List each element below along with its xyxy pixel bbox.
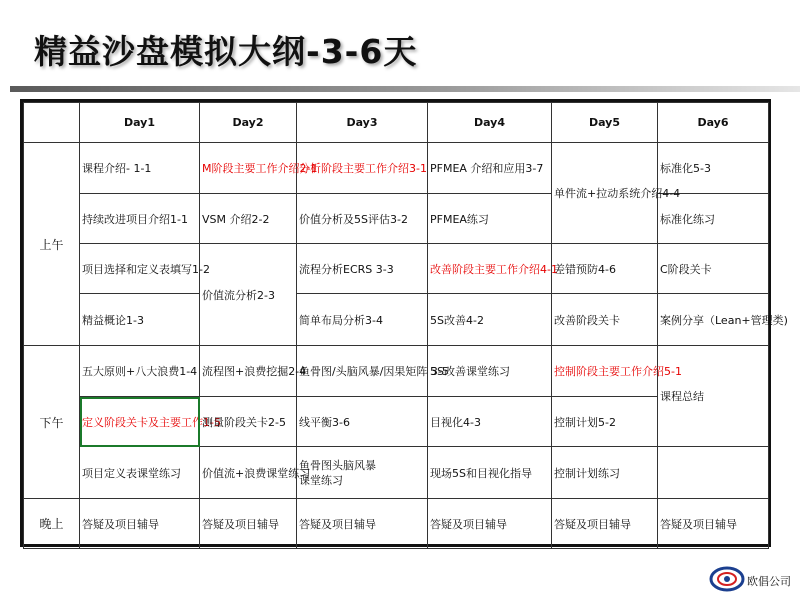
- table-row: [24, 499, 769, 549]
- table-row: [24, 194, 769, 244]
- table-cell[interactable]: 五大原则+八大浪费1-4: [80, 346, 200, 397]
- header-day3: Day3: [297, 103, 428, 143]
- table-cell[interactable]: 答疑及项目辅导: [200, 499, 297, 549]
- table-cell-two-line[interactable]: [297, 447, 428, 499]
- header-day2: Day2: [200, 103, 297, 143]
- period-afternoon-cell: 下午: [24, 346, 80, 499]
- table-cell[interactable]: PFMEA练习: [428, 194, 552, 244]
- table-cell[interactable]: 目视化4-3: [428, 397, 552, 447]
- company-name: 欧倡公司: [747, 575, 791, 588]
- header-day4: Day4: [428, 103, 552, 143]
- table-cell-empty[interactable]: [658, 447, 769, 499]
- table-cell-highlight[interactable]: 分析阶段主要工作介绍3-1: [297, 143, 428, 194]
- table-cell[interactable]: 项目定义表课堂练习: [80, 447, 200, 499]
- table-cell[interactable]: 精益概论1-3: [80, 294, 200, 346]
- table-cell-highlight[interactable]: M阶段主要工作介绍2-1: [200, 143, 297, 194]
- schedule-table: [23, 102, 788, 549]
- slide-title: 精益沙盘模拟大纲-3-6天: [34, 32, 418, 71]
- header-corner-cell: [24, 103, 80, 143]
- table-cell[interactable]: 控制计划练习: [552, 447, 658, 499]
- table-cell[interactable]: VSM 介绍2-2: [200, 194, 297, 244]
- table-cell-merged[interactable]: 单件流+拉动系统介绍4-4: [552, 143, 658, 244]
- table-cell-merged[interactable]: 课程总结: [658, 346, 769, 447]
- table-cell[interactable]: 答疑及项目辅导: [658, 499, 769, 549]
- table-cell[interactable]: 答疑及项目辅导: [428, 499, 552, 549]
- cell-line: 课堂练习: [299, 473, 343, 487]
- table-cell[interactable]: 课程介绍- 1-1: [80, 143, 200, 194]
- title-divider-bar: [10, 86, 800, 92]
- table-row: [24, 244, 769, 294]
- table-cell-highlight[interactable]: 控制阶段主要工作介绍5-1: [552, 346, 658, 397]
- table-cell[interactable]: 简单布局分析3-4: [297, 294, 428, 346]
- table-cell[interactable]: 流程分析ECRS 3-3: [297, 244, 428, 294]
- table-cell[interactable]: 答疑及项目辅导: [80, 499, 200, 549]
- table-cell-highlight[interactable]: 改善阶段主要工作介绍4-1: [428, 244, 552, 294]
- header-day6: Day6: [658, 103, 769, 143]
- header-day5: Day5: [552, 103, 658, 143]
- table-cell[interactable]: 现场5S和目视化指导: [428, 447, 552, 499]
- table-row: [24, 397, 769, 447]
- table-cell[interactable]: 差错预防4-6: [552, 244, 658, 294]
- table-cell[interactable]: 价值分析及5S评估3-2: [297, 194, 428, 244]
- table-cell-selected[interactable]: 定义阶段关卡及主要工作1-5: [80, 397, 200, 447]
- table-cell[interactable]: 标准化5-3: [658, 143, 769, 194]
- table-row: [24, 447, 769, 499]
- schedule-table-frame: [20, 99, 788, 547]
- table-cell[interactable]: 答疑及项目辅导: [297, 499, 428, 549]
- period-evening-cell: 晚上: [24, 499, 80, 549]
- table-cell[interactable]: 标准化练习: [658, 194, 769, 244]
- period-morning-cell: 上午: [24, 143, 80, 346]
- table-cell[interactable]: 案例分享（Lean+管理类): [658, 294, 769, 346]
- table-cell[interactable]: 线平衡3-6: [297, 397, 428, 447]
- table-cell[interactable]: 鱼骨图/头脑风暴/因果矩阵 3-5: [297, 346, 428, 397]
- table-cell[interactable]: 项目选择和定义表填写1-2: [80, 244, 200, 294]
- table-cell[interactable]: 答疑及项目辅导: [552, 499, 658, 549]
- table-cell[interactable]: 流程图+浪费挖掘2-4: [200, 346, 297, 397]
- header-day1: Day1: [80, 103, 200, 143]
- table-cell[interactable]: 控制计划5-2: [552, 397, 658, 447]
- table-row: [24, 294, 769, 346]
- table-row: [24, 346, 769, 397]
- table-cell[interactable]: 测量阶段关卡2-5: [200, 397, 297, 447]
- table-cell[interactable]: C阶段关卡: [658, 244, 769, 294]
- company-logo-icon: [709, 566, 745, 592]
- table-header-row: [24, 103, 769, 143]
- table-cell[interactable]: 持续改进项目介绍1-1: [80, 194, 200, 244]
- table-cell[interactable]: 改善阶段关卡: [552, 294, 658, 346]
- table-row: [24, 143, 769, 194]
- table-cell[interactable]: PFMEA 介绍和应用3-7: [428, 143, 552, 194]
- table-cell[interactable]: 5S改善4-2: [428, 294, 552, 346]
- cell-line: 鱼骨图头脑风暴: [299, 458, 376, 472]
- table-cell-merged[interactable]: 价值流分析2-3: [200, 244, 297, 346]
- table-cell[interactable]: 价值流+浪费课堂练习: [200, 447, 297, 499]
- table-cell[interactable]: 5S改善课堂练习: [428, 346, 552, 397]
